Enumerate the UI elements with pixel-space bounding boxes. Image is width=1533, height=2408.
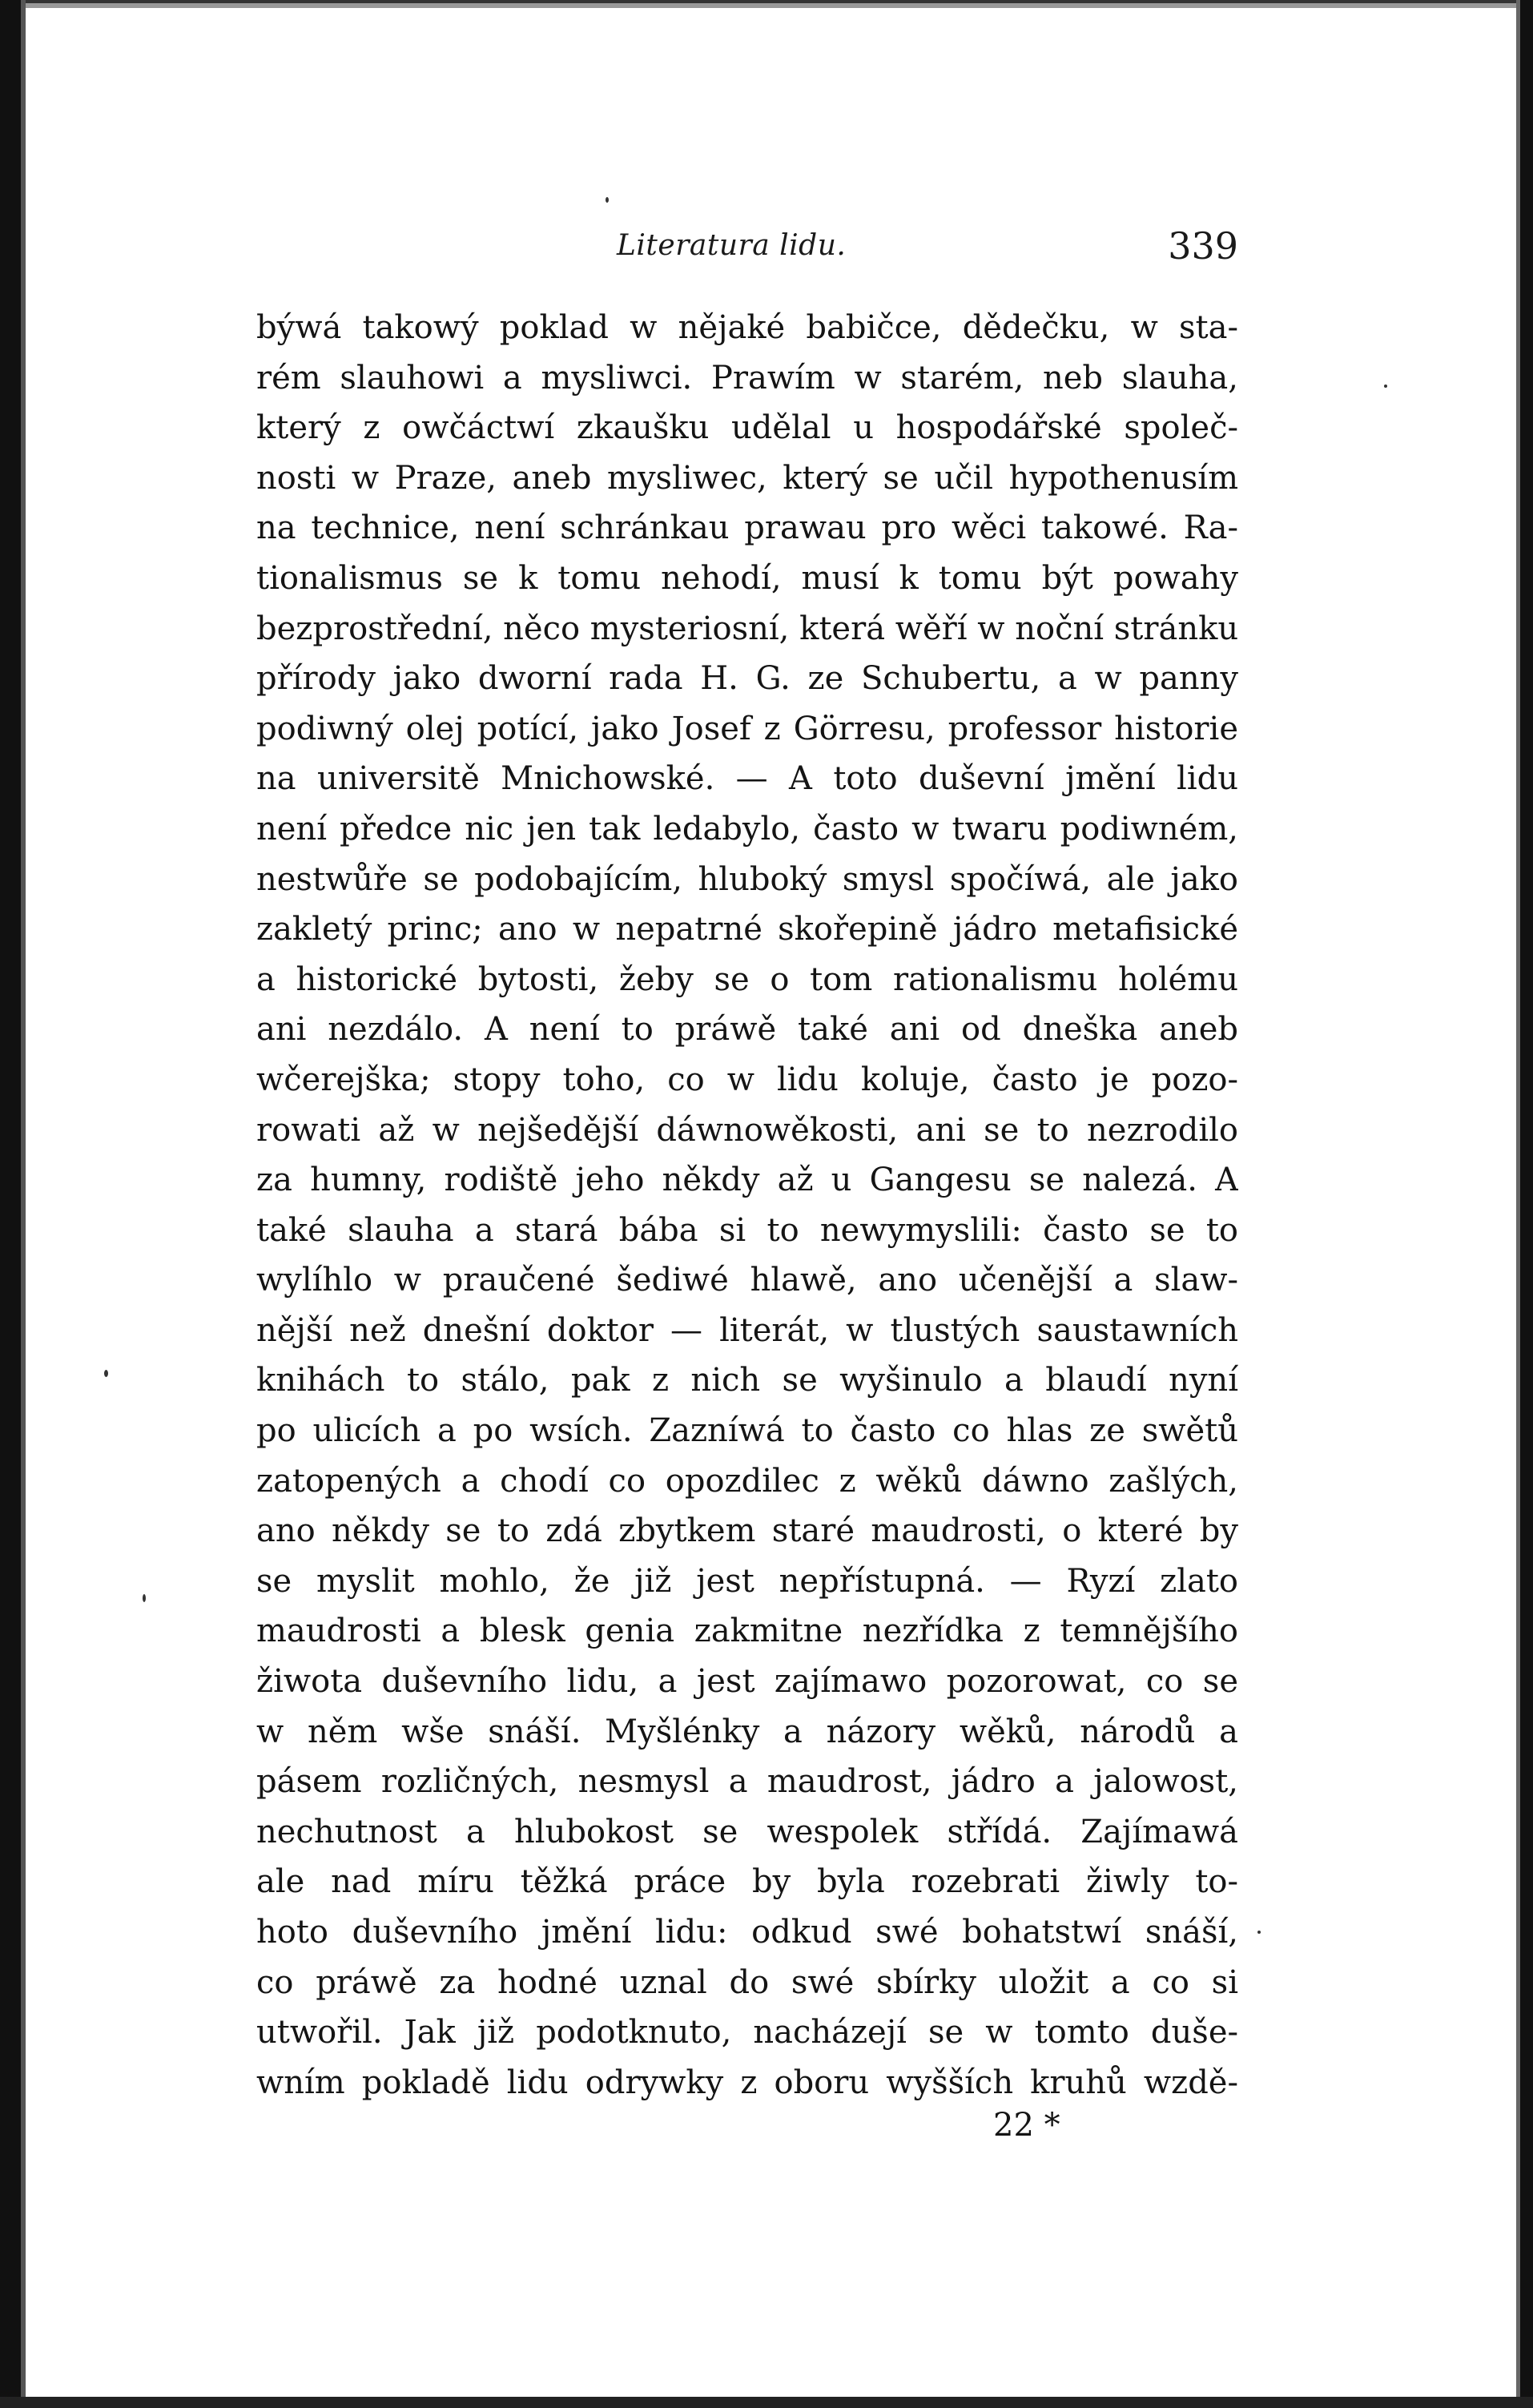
text-line: nější než dnešní doktor — literát, w tlustých saustawních [256,1311,1238,1349]
text-line: zakletý princ; ano w nepatrné skořepině jádro metafisické [256,911,1238,948]
text-line: který z owčáctwí zkaušku udělal u hospodářské společ- [256,409,1238,447]
scan-edge-left-inner [21,0,26,2408]
scan-edge-top [0,0,1533,8]
running-head [256,224,1238,272]
signature-mark: 22 * [993,2107,1060,2144]
text-line: co práwě za hodné uznal do swé sbírky uložit a co si [256,1963,1238,2001]
running-title: Literatura lidu. [617,229,847,262]
text-line: hoto duševního jmění lidu: odkud swé bohatstwí snáší, [256,1914,1238,1951]
text-line: se myslit mohlo, že již jest nepřístupná. — Ryzí zlato [256,1562,1238,1600]
text-line: rowati až w nejšedější dáwnowěkosti, ani se to nezrodilo [256,1111,1238,1149]
body-text [256,303,1238,2108]
scan-speck [606,197,609,203]
text-line: na technice, není schránkau prawau pro wěci takowé. Ra- [256,509,1238,547]
text-line: rém slauhowi a mysliwci. Prawím w starém, neb slauha, [256,359,1238,397]
text-line: w něm wše snáší. Myšlénky a názory wěků, národů a [256,1713,1238,1750]
scan-edge-right-inner [1516,0,1520,2408]
scan-speck [1384,385,1387,388]
text-line: wylíhlo w praučené šediwé hlawě, ano učenější a slaw- [256,1262,1238,1299]
text-line: podiwný olej potící, jako Josef z Görresu, professor historie [256,710,1238,747]
text-line: za humny, rodiště jeho někdy až u Gangesu se nalezá. A [256,1162,1238,1199]
text-line: býwá takowý poklad w nějaké babičce, dědečku, w sta- [256,309,1238,346]
text-line: není předce nic jen tak ledabylo, často w twaru podiwném, [256,810,1238,848]
text-line: tionalismus se k tomu nehodí, musí k tomu být powahy [256,559,1238,597]
text-line: nestwůře se podobajícím, hluboký smysl spočíwá, ale jako [256,860,1238,898]
text-line: wčerejška; stopy toho, co w lidu koluje, často je pozo- [256,1061,1238,1098]
text-line: utwořil. Jak již podotknuto, nacházejí se w tomto duše- [256,2014,1238,2052]
text-line: také slauha a stará bába si to newymyslili: často se to [256,1211,1238,1249]
text-line: ano někdy se to zdá zbytkem staré maudrosti, o které by [256,1512,1238,1550]
text-line: nosti w Praze, aneb mysliwec, který se učil hypothenusím [256,459,1238,497]
text-line: nechutnost a hlubokost se wespolek střídá. Zajímawá [256,1813,1238,1850]
text-line: knihách to stálo, pak z nich se wyšinulo a blaudí nyní [256,1362,1238,1399]
scan-edge-right [1520,0,1533,2408]
scan-speck [1257,1931,1261,1934]
scan-speck [104,1370,108,1377]
text-line: na universitě Mnichowské. — A toto duševní jmění lidu [256,760,1238,798]
text-line: ani nezdálo. A není to práwě také ani od dneška aneb [256,1011,1238,1049]
scan-edge-bottom [0,2397,1533,2408]
scan-edge-left [0,0,21,2408]
page-number: 339 [1168,224,1238,268]
text-line: ale nad míru těžká práce by byla rozebrati žiwly to- [256,1863,1238,1901]
text-line: žiwota duševního lidu, a jest zajímawo pozorowat, co se [256,1663,1238,1701]
text-line: po ulicích a po wsích. Zazníwá to často co hlas ze swětů [256,1412,1238,1450]
text-line: pásem rozličných, nesmysl a maudrost, jádro a jalowost, [256,1763,1238,1801]
text-line: a historické bytosti, žeby se o tom rationalismu holému [256,960,1238,998]
text-line: wním pokladě lidu odrywky z oboru wyšších kruhů wzdě- [256,2064,1238,2101]
text-line: maudrosti a blesk genia zakmitne nezřídka z temnějšího [256,1613,1238,1650]
text-line: zatopených a chodí co opozdilec z wěků dáwno zašlých, [256,1462,1238,1500]
scan-speck [143,1594,146,1602]
text-line: bezprostřední, něco mysteriosní, která wěří w noční stránku [256,610,1238,647]
text-line: přírody jako dworní rada H. G. ze Schubertu, a w panny [256,660,1238,698]
